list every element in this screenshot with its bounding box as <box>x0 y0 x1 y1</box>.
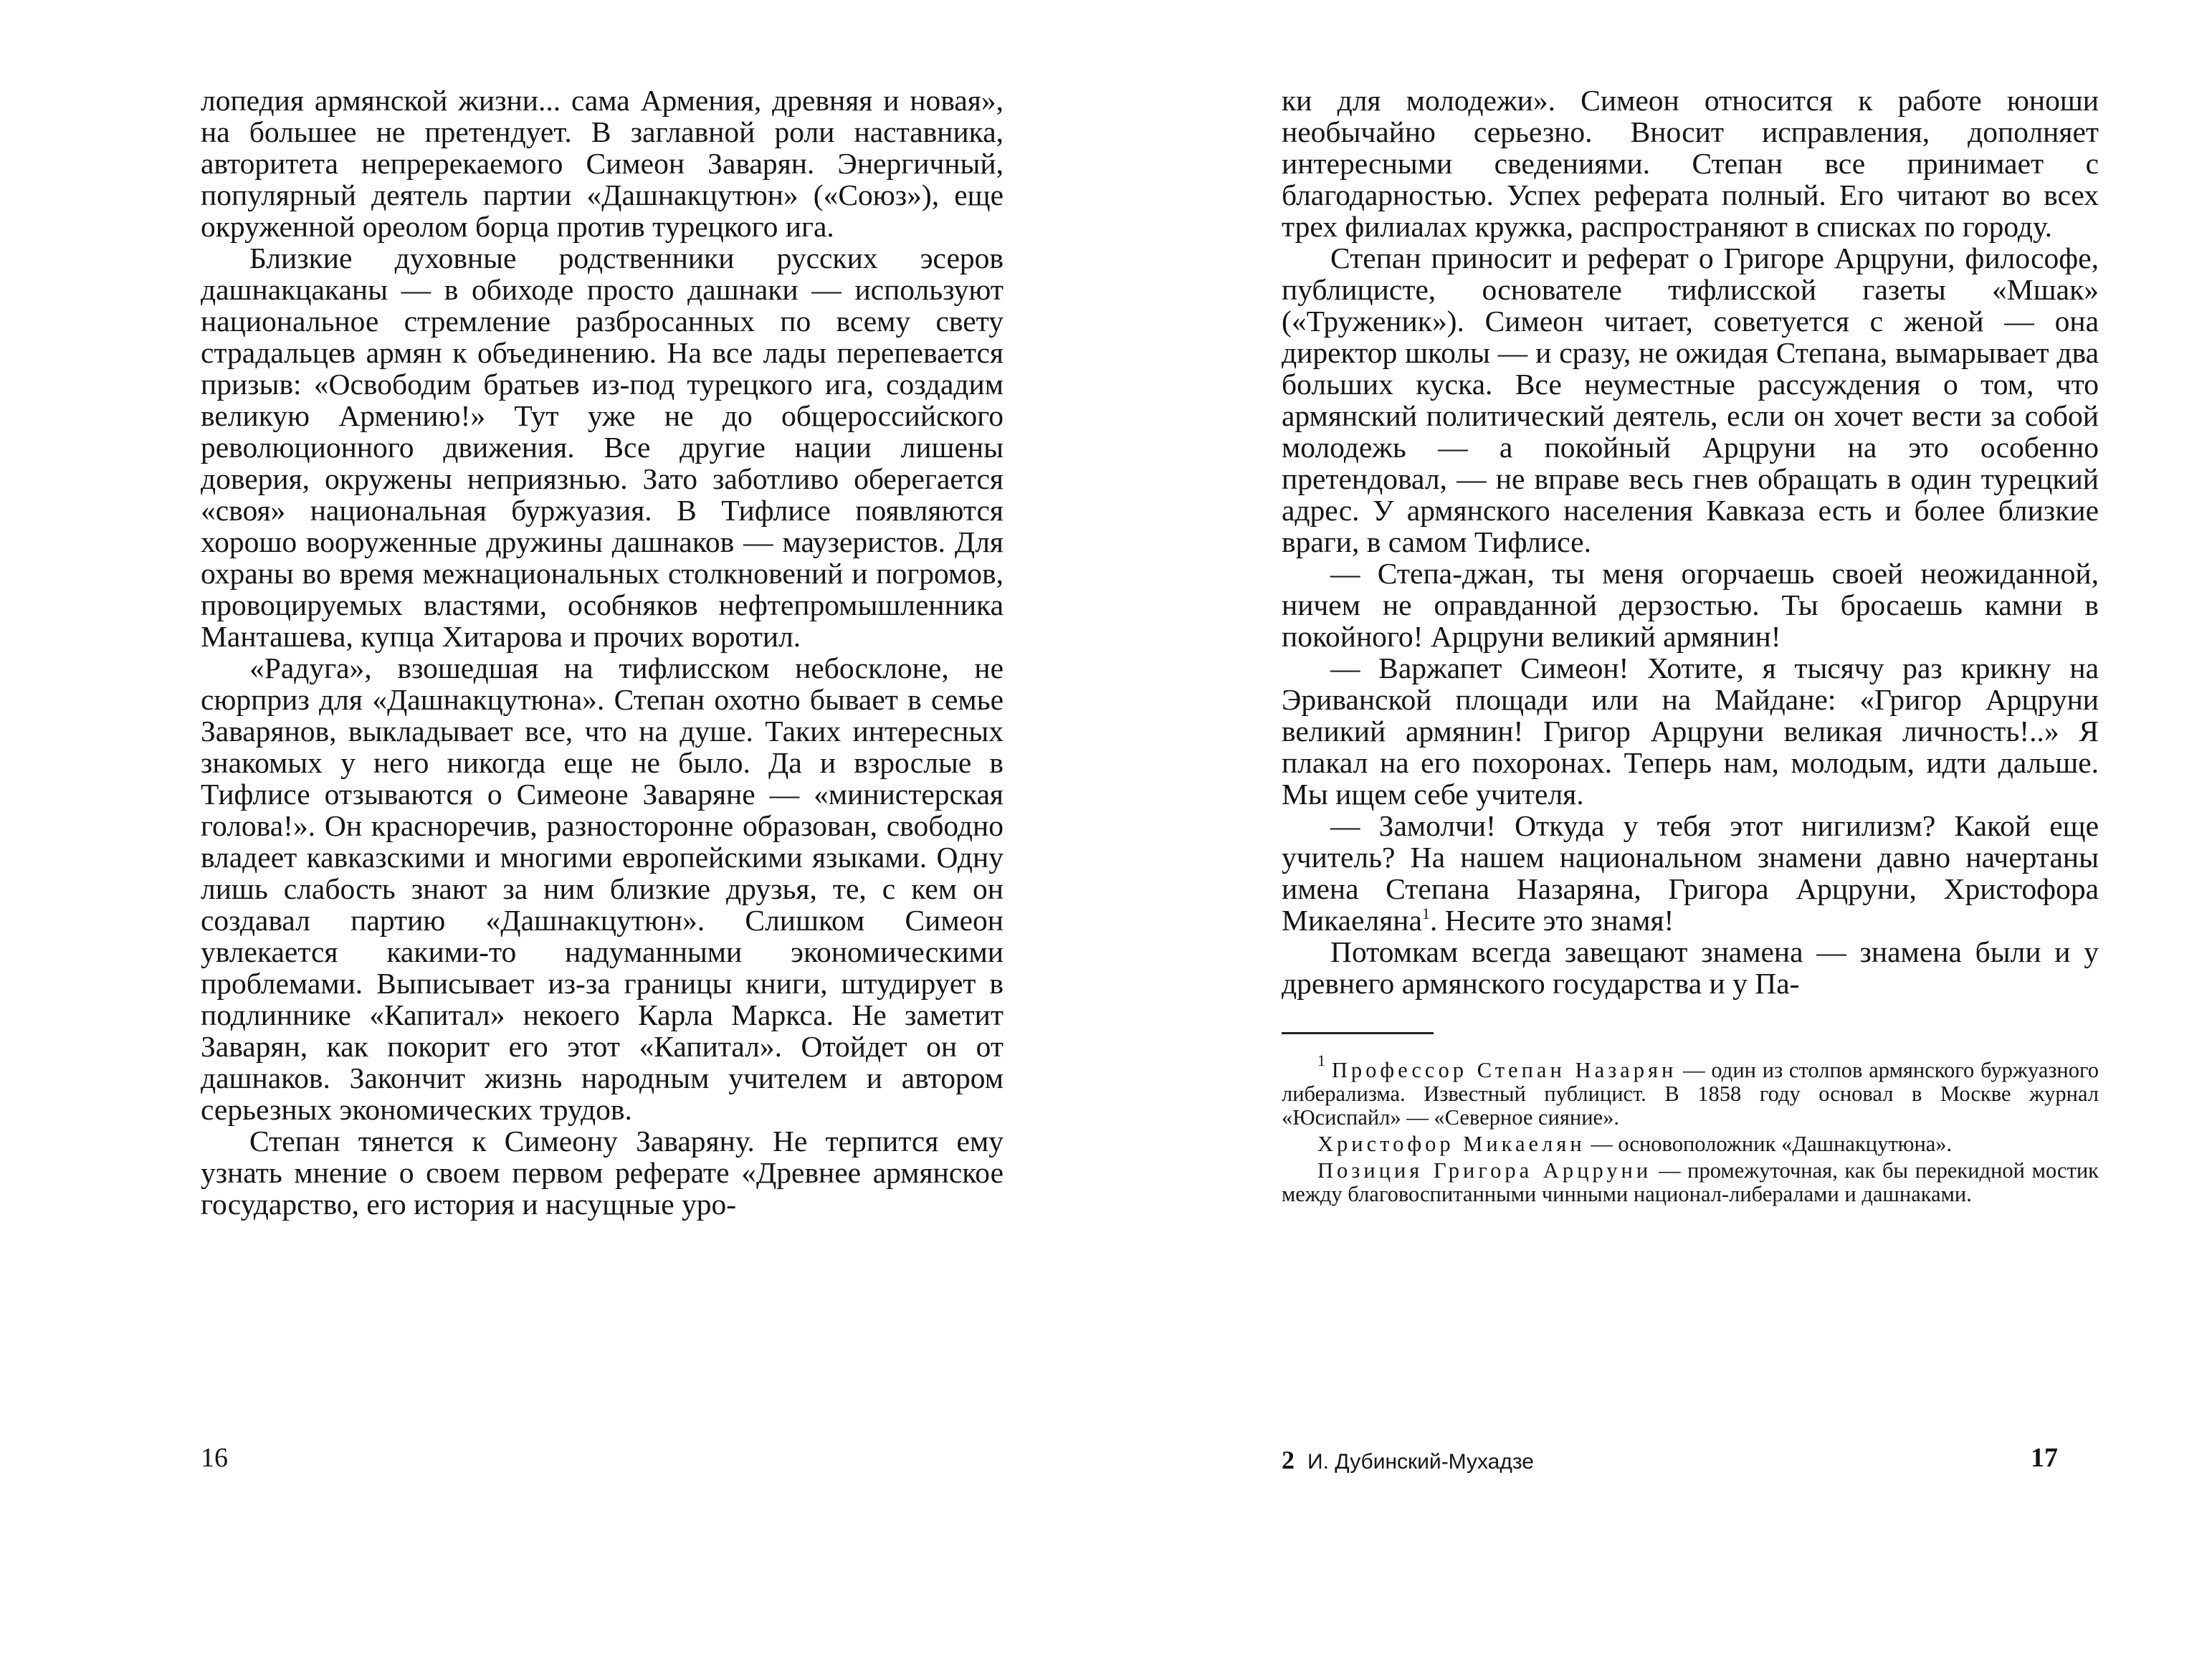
dialogue-paragraph: — Варжапет Симеон! Хотите, я тысячу раз крикну на Эриванской площади или на Майдане: «Григор Арцруни великий армянин! Григор Арцруни великая личность!..» Я плакал на его похоронах. Теперь нам, молодым, идти дальше. Мы ищем себе учителя. <box>1282 652 2099 811</box>
printer-signature <box>1282 1445 1534 1475</box>
paragraph-text: — Замолчи! Откуда у тебя этот нигилизм? Какой еще учитель? На нашем национальном знамени давно начертаны имена Степана Назаряна, Григора Арцруни, Христофора Микаеляна <box>1282 809 2099 937</box>
footnote-name: Позиция Григора Арцруни <box>1317 1158 1652 1183</box>
footnote <box>1282 1051 2099 1130</box>
dialogue-paragraph <box>1282 810 2099 936</box>
right-page <box>1106 0 2212 1670</box>
right-text-column <box>1282 85 2099 1209</box>
footnote-text: — один из столпов армянского буржуазного либерализма. Известный публицист. В 1858 году основал в Москве журнал «Юсиспайл» — «Северное сияние». <box>1282 1058 2099 1130</box>
footnotes <box>1282 1051 2099 1206</box>
paragraph: ки для молодежи». Симеон относится к работе юноши необычайно серьезно. Вносит исправления, дополняет интересными сведениями. Степан все принимает с благодарностью. Успех реферата полный. Его читают во всех трех филиалах кружка, распространяют в списках по городу. <box>1282 84 2099 243</box>
footnote-name: Профессор Степан Назарян <box>1331 1058 1677 1082</box>
paragraph-text-tail: . Несите это знамя! <box>1429 904 1674 937</box>
signature-number: 2 <box>1282 1446 1295 1474</box>
signature-author: И. Дубинский-Мухадзе <box>1307 1450 1534 1474</box>
paragraph: Потомкам всегда завещают знамена — знамена были и у древнего армянского государства и у Па- <box>1282 935 2099 1000</box>
footnote-number: 1 <box>1317 1051 1325 1069</box>
left-text-column <box>201 85 1003 1220</box>
paragraph: «Радуга», взошедшая на тифлисском небосклоне, не сюрприз для «Дашнакцутюна». Степан охотно бывает в семье Заварянов, выкладывает все, что на душе. Таких интересных знакомых у него никогда еще не было. Да и взрослые в Тифлисе отзываются о Симеоне Заваряне — «министерская голова!». Он красноречив, разносторонне образован, свободно владеет кавказскими и многими европейскими языками. Одну лишь слабость знают за ним близкие друзья, те, с кем он создавал партию «Дашнакцутюн». Слишком Симеон увлекается какими-то надуманными экономическими проблемами. Выписывает из-за границы книги, штудирует в подлиннике «Капитал» некоего Карла Маркса. Не заметит Заварян, как покорит его этот «Капитал». Отойдет он от дашнаков. Закончит жизнь народным учителем и автором серьезных экономических трудов. <box>201 652 1003 1126</box>
paragraph: Степан приносит и реферат о Григоре Арцруни, философе, публицисте, основателе тифлисской газеты «Мшак» («Труженик»). Симеон читает, советуется с женой — она директор школы — и сразу, не ожидая Степана, вымарывает два больших куска. Все неуместные рассуждения о том, что армянский политический деятель, если он хочет вести за собой молодежь — а покойный Арцруни на это особенно претендовал, — не вправе весь гнев обращать в один турецкий адрес. У армянского населения Кавказа есть и более близкие враги, в самом Тифлисе. <box>1282 242 2099 558</box>
dialogue-paragraph: — Степа-джан, ты меня огорчаешь своей неожиданной, ничем не оправданной дерзостью. Ты бросаешь камни в покойного! Арцруни великий армянин! <box>1282 557 2099 653</box>
page-number: 16 <box>201 1443 228 1473</box>
page-number: 17 <box>2031 1443 2058 1473</box>
footnote <box>1282 1132 2099 1156</box>
footnote-text: — основоположник «Дашнакцутюна». <box>1585 1132 1953 1156</box>
footnote-name: Христофор Микаелян <box>1317 1132 1586 1156</box>
paragraph: лопедия армянской жизни... сама Армения, древняя и новая», на большее не претендует. В заглавной роли наставника, авторитета непререкаемого Симеон Заварян. Энергичный, популярный деятель партии «Дашнакцутюн» («Союз»), еще окруженной ореолом борца против турецкого ига. <box>201 84 1003 243</box>
footnote <box>1282 1159 2099 1206</box>
paragraph: Степан тянется к Симеону Заваряну. Не терпится ему узнать мнение о своем первом реферате «Древнее армянское государство, его история и насущные уро- <box>201 1125 1003 1221</box>
footnote-marker: 1 <box>1421 905 1430 922</box>
footnote-text: — промежуточная, как бы перекидной мостик между благовоспитанными чинными национал-либералами и дашнаками. <box>1282 1158 2099 1206</box>
footnote-divider <box>1282 1032 1434 1034</box>
paragraph: Близкие духовные родственники русских эсеров дашнакцаканы — в обиходе просто дашнаки — используют национальное стремление разбросанных по всему свету страдальцев армян к объединению. На все лады перепевается призыв: «Освободим братьев из-под турецкого ига, создадим великую Армению!» Тут уже не до общероссийского революционного движения. Все другие нации лишены доверия, окружены неприязнью. Зато заботливо оберегается «своя» национальная буржуазия. В Тифлисе появляются хорошо вооруженные дружины дашнаков — маузеристов. Для охраны во время межнациональных столкновений и погромов, провоцируемых властями, особняков нефтепромышленника Манташева, купца Хитарова и прочих воротил. <box>201 242 1003 653</box>
